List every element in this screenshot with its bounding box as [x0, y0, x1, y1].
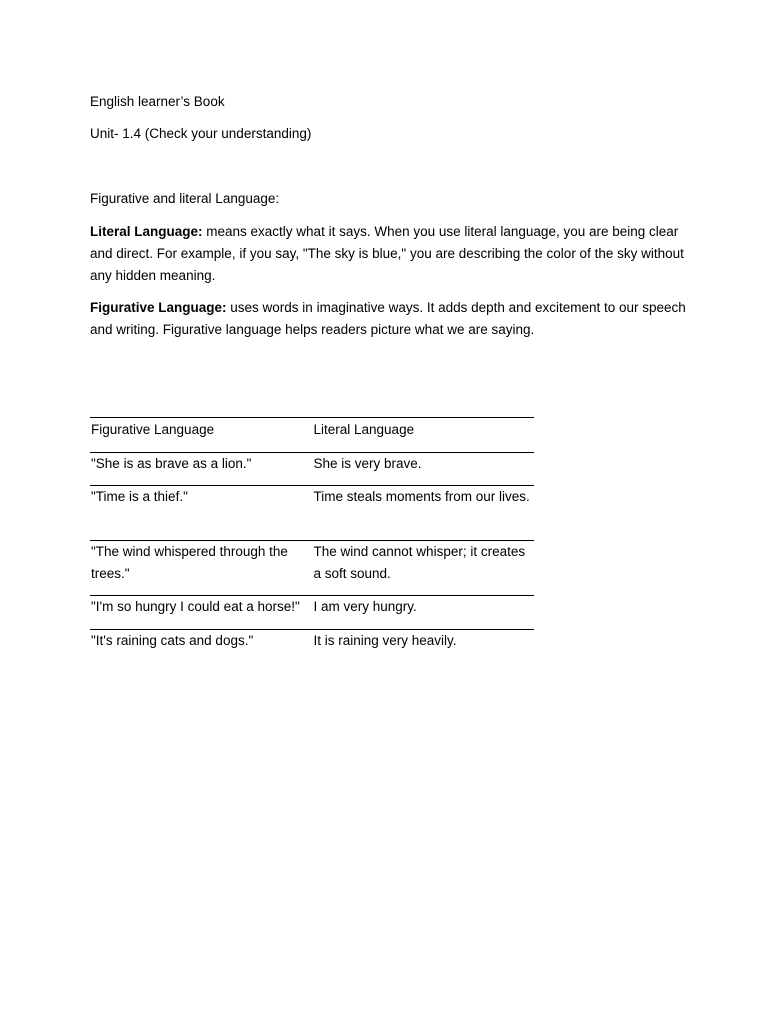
header-literal: Literal Language [312, 418, 535, 453]
literal-text: means exactly what it says. When you use literal language, you are being clear and direct. For example, if you say, "The sky is blue," you are describing the color of the sky without any hidden meaning. [90, 224, 684, 283]
unit-title: Unit- 1.4 (Check your understanding) [90, 126, 312, 141]
comparison-table [90, 417, 534, 652]
book-title: English learner’s Book [90, 94, 225, 109]
header-figurative: Figurative Language [90, 418, 312, 453]
figurative-cell: "She is as brave as a lion." [90, 453, 312, 486]
figurative-term: Figurative Language: [90, 300, 227, 315]
table-row [90, 541, 534, 596]
literal-cell: She is very brave. [312, 453, 535, 486]
table-row [90, 630, 534, 653]
table-header-row [90, 418, 534, 453]
table-row [90, 486, 534, 541]
literal-cell: I am very hungry. [312, 596, 535, 630]
literal-term: Literal Language: [90, 224, 203, 239]
literal-definition [90, 221, 690, 287]
literal-cell: Time steals moments from our lives. [312, 486, 535, 541]
table-row [90, 596, 534, 630]
figurative-cell: "It's raining cats and dogs." [90, 630, 312, 653]
figurative-text: uses words in imaginative ways. It adds depth and excitement to our speech and writing. Figurative language helps readers picture what we are saying. [90, 300, 686, 337]
figurative-cell: "I'm so hungry I could eat a horse!" [90, 596, 312, 630]
figurative-definition [90, 297, 690, 341]
table-row [90, 453, 534, 486]
literal-cell: It is raining very heavily. [312, 630, 535, 653]
figurative-cell: "The wind whispered through the trees." [90, 541, 312, 596]
section-heading: Figurative and literal Language: [90, 191, 280, 206]
literal-cell: The wind cannot whisper; it creates a soft sound. [312, 541, 535, 596]
figurative-cell: "Time is a thief." [90, 486, 312, 541]
